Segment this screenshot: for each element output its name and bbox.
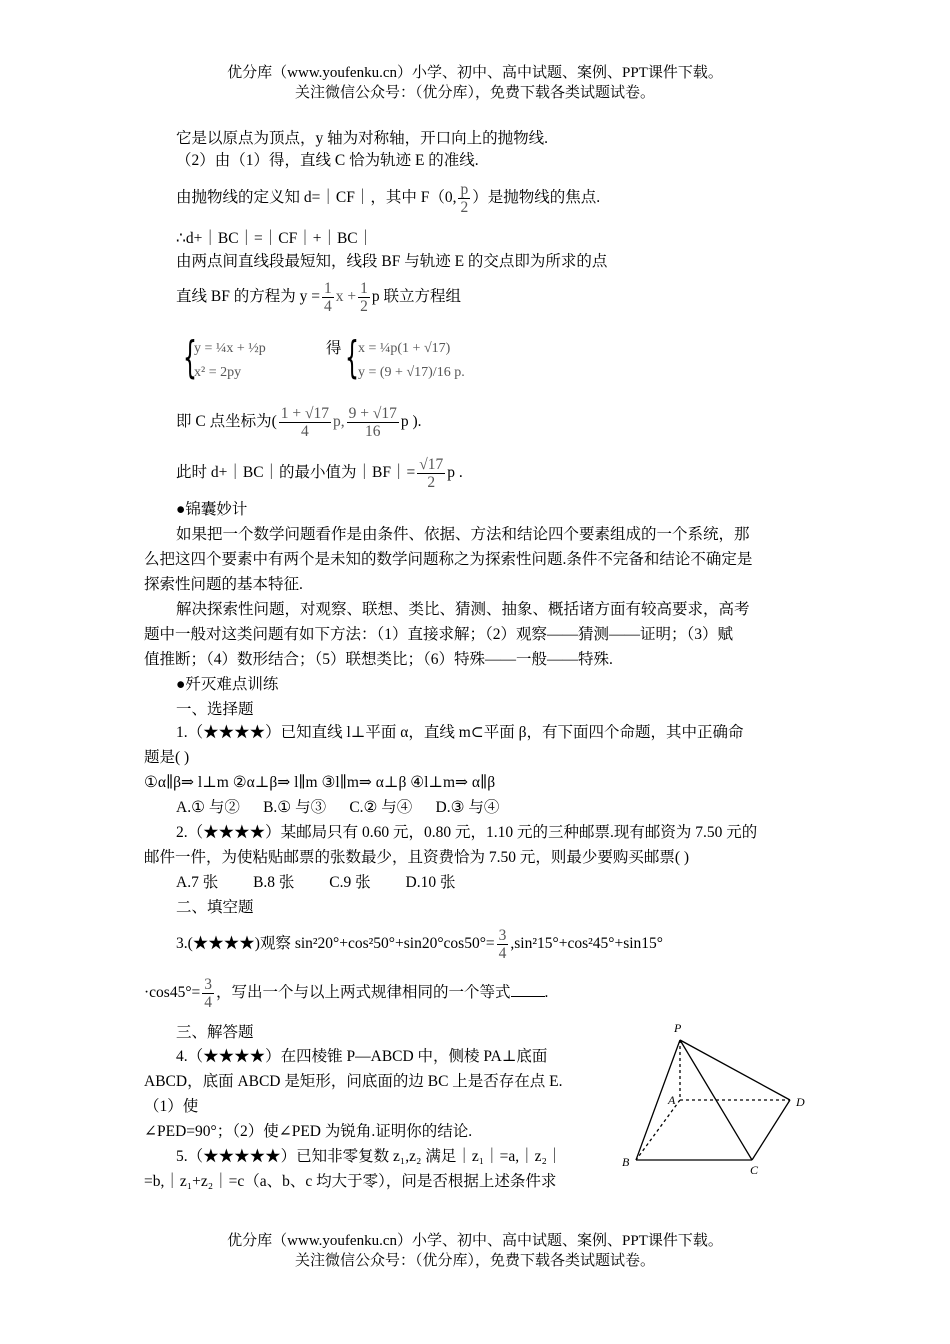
- edge-pd: [680, 1040, 790, 1100]
- label-p: P: [674, 1021, 682, 1035]
- fraction-three-quarters: $\frac{3}{4}$: [498, 926, 507, 962]
- label-b: B: [622, 1155, 630, 1169]
- section-answer-heading: 三、解答题: [176, 1024, 254, 1041]
- fraction-three-quarters-2: $\frac{3}{4}$: [204, 975, 213, 1011]
- page-footer-line1: 优分库（www.youfenku.cn）小学、初中、高中试题、案例、PPT课件下载。: [227, 1233, 723, 1249]
- solution-line-6: 直线 BF 的方程为 y = $\frac{1}{4}$ x + $\frac{1}{2}$ p 联立方程组: [176, 279, 461, 315]
- solution-line-7: 即 C 点坐标为( $\frac{1 + √17}{4}$ p, $\frac{9 + √17}{16}$ p ).: [176, 404, 422, 440]
- solution-line-3: 由抛物线的定义知 d=｜CF｜，其中 F（0, $\frac{p}{2}$ ）是抛物线的焦点.: [176, 180, 601, 216]
- tips-heading: ●锦囊妙计: [176, 501, 248, 518]
- question-2-options: A.7 张 B.8 张 C.9 张 D.10 张: [176, 874, 456, 891]
- system-eq-1: y = ¼x + ½p: [194, 341, 266, 356]
- fraction-y-coordinate: $\frac{9 + √17}{16}$: [348, 404, 397, 440]
- fraction-p-over-2: $\frac{p}{2}$: [460, 180, 469, 216]
- solution-line-4: ∴d+｜BC｜=｜CF｜+｜BC｜: [176, 230, 374, 247]
- tips-paragraph-2-line-1: 解决探索性问题，对观察、联想、类比、猜测、抽象、概括诸方面有较高要求，高考: [176, 601, 750, 618]
- label-d: D: [796, 1095, 805, 1109]
- question-1-line-1: 1.（★★★★）已知直线 l⊥平面 α，直线 m⊂平面 β，有下面四个命题，其中正确命: [176, 724, 744, 741]
- system-eq-2: x² = 2py: [194, 365, 242, 380]
- edge-ab-hidden: [636, 1100, 680, 1160]
- question-4-line-3: （1）使: [144, 1098, 199, 1115]
- tips-paragraph-1-line-1: 如果把一个数学问题看作是由条件、依据、方法和结论四个要素组成的一个系统，那: [176, 526, 750, 543]
- training-heading: ●歼灭难点训练: [176, 676, 279, 693]
- question-5-line-2: =b,｜z₁+z₂｜=c（a、b、c 均大于零），问是否根据上述条件求: [144, 1173, 557, 1190]
- system-solution-2: y = (9 + √17)/16 p.: [358, 365, 465, 380]
- page-header-line1: 优分库（www.youfenku.cn）小学、初中、高中试题、案例、PPT课件下载。: [227, 65, 723, 81]
- right-brace-icon: {: [345, 332, 359, 383]
- tips-paragraph-1-line-2: 么把这四个要素中有两个是未知的数学问题称之为探索性问题.条件不完备和结论不确定是: [144, 551, 753, 568]
- fraction-one-quarter: $\frac{1}{4}$: [323, 279, 332, 315]
- pyramid-figure: [610, 1018, 820, 1178]
- section-fill-heading: 二、填空题: [176, 899, 254, 916]
- question-3-line-1: 3.(★★★★)观察 sin²20°+cos²50°+sin20°cos50°= $\frac{3}{4}$ ,sin²15°+cos²45°+sin15°: [176, 926, 663, 962]
- system-solution-1: x = ¼p(1 + √17): [358, 341, 451, 356]
- left-brace-icon: {: [183, 332, 197, 383]
- question-4-line-1: 4.（★★★★）在四棱锥 P—ABCD 中，侧棱 PA⊥底面: [176, 1048, 548, 1065]
- fraction-x-coordinate: $\frac{1 + √17}{4}$: [280, 404, 330, 440]
- label-a: A: [668, 1093, 676, 1107]
- edge-cd: [752, 1100, 790, 1160]
- solution-line-5: 由两点间直线段最短知，线段 BF 与轨迹 E 的交点即为所求的点: [176, 253, 608, 270]
- tips-paragraph-2-line-3: 值推断；（4）数形结合；（5）联想类比；（6）特殊——一般——特殊.: [144, 651, 613, 668]
- question-1-options: A.① 与② B.① 与③ C.② 与④ D.③ 与④: [176, 799, 500, 816]
- label-c: C: [750, 1163, 759, 1177]
- section-choice-heading: 一、选择题: [176, 701, 254, 718]
- question-2-line-1: 2.（★★★★）某邮局只有 0.60 元，0.80 元，1.10 元的三种邮票.现有邮资为 7.50 元的: [176, 824, 758, 841]
- solution-line-8: 此时 d+｜BC｜的最小值为｜BF｜= $\frac{√17}{2}$ p .: [176, 455, 463, 491]
- question-2-line-2: 邮件一件，为使粘贴邮票的张数最少，且资费恰为 7.50 元，则最少要购买邮票( ): [144, 849, 690, 866]
- solution-line-2: （2）由（1）得，直线 C 恰为轨迹 E 的准线.: [176, 152, 479, 169]
- answer-blank[interactable]: [511, 982, 545, 997]
- fraction-one-half: $\frac{1}{2}$: [360, 279, 368, 315]
- page-footer-line2: 关注微信公众号：（优分库），免费下载各类试题试卷。: [294, 1253, 655, 1269]
- question-4-line-4: ∠PED=90°；（2）使∠PED 为锐角.证明你的结论.: [144, 1123, 473, 1140]
- question-4-line-2: ABCD，底面 ABCD 是矩形，问底面的边 BC 上是否存在点 E.: [144, 1073, 563, 1090]
- solution-line-1: 它是以原点为顶点，y 轴为对称轴，开口向上的抛物线.: [176, 130, 549, 147]
- question-1-line-2: 题是( ): [144, 749, 190, 766]
- tips-paragraph-2-line-2: 题中一般对这类问题有如下方法：（1）直接求解；（2）观察——猜测——证明；（3）赋: [144, 626, 734, 643]
- fraction-sqrt17-over-2: $\frac{√17}{2}$: [419, 455, 444, 491]
- system-de: 得: [326, 340, 342, 357]
- question-5-line-1: 5.（★★★★★）已知非零复数 z₁,z₂ 满足｜z₁｜=a,｜z₂｜: [176, 1148, 563, 1165]
- question-1-propositions: ①α∥β⇒ l⊥m ②α⊥β⇒ l∥m ③l∥m⇒ α⊥β ④l⊥m⇒ α∥β: [144, 774, 496, 791]
- tips-paragraph-1-line-3: 探索性问题的基本特征.: [144, 576, 303, 593]
- page-header-line2: 关注微信公众号：（优分库），免费下载各类试题试卷。: [294, 85, 655, 101]
- question-3-line-2: ·cos45°= $\frac{3}{4}$ ，写出一个与以上两式规律相同的一个等式 .: [144, 975, 549, 1011]
